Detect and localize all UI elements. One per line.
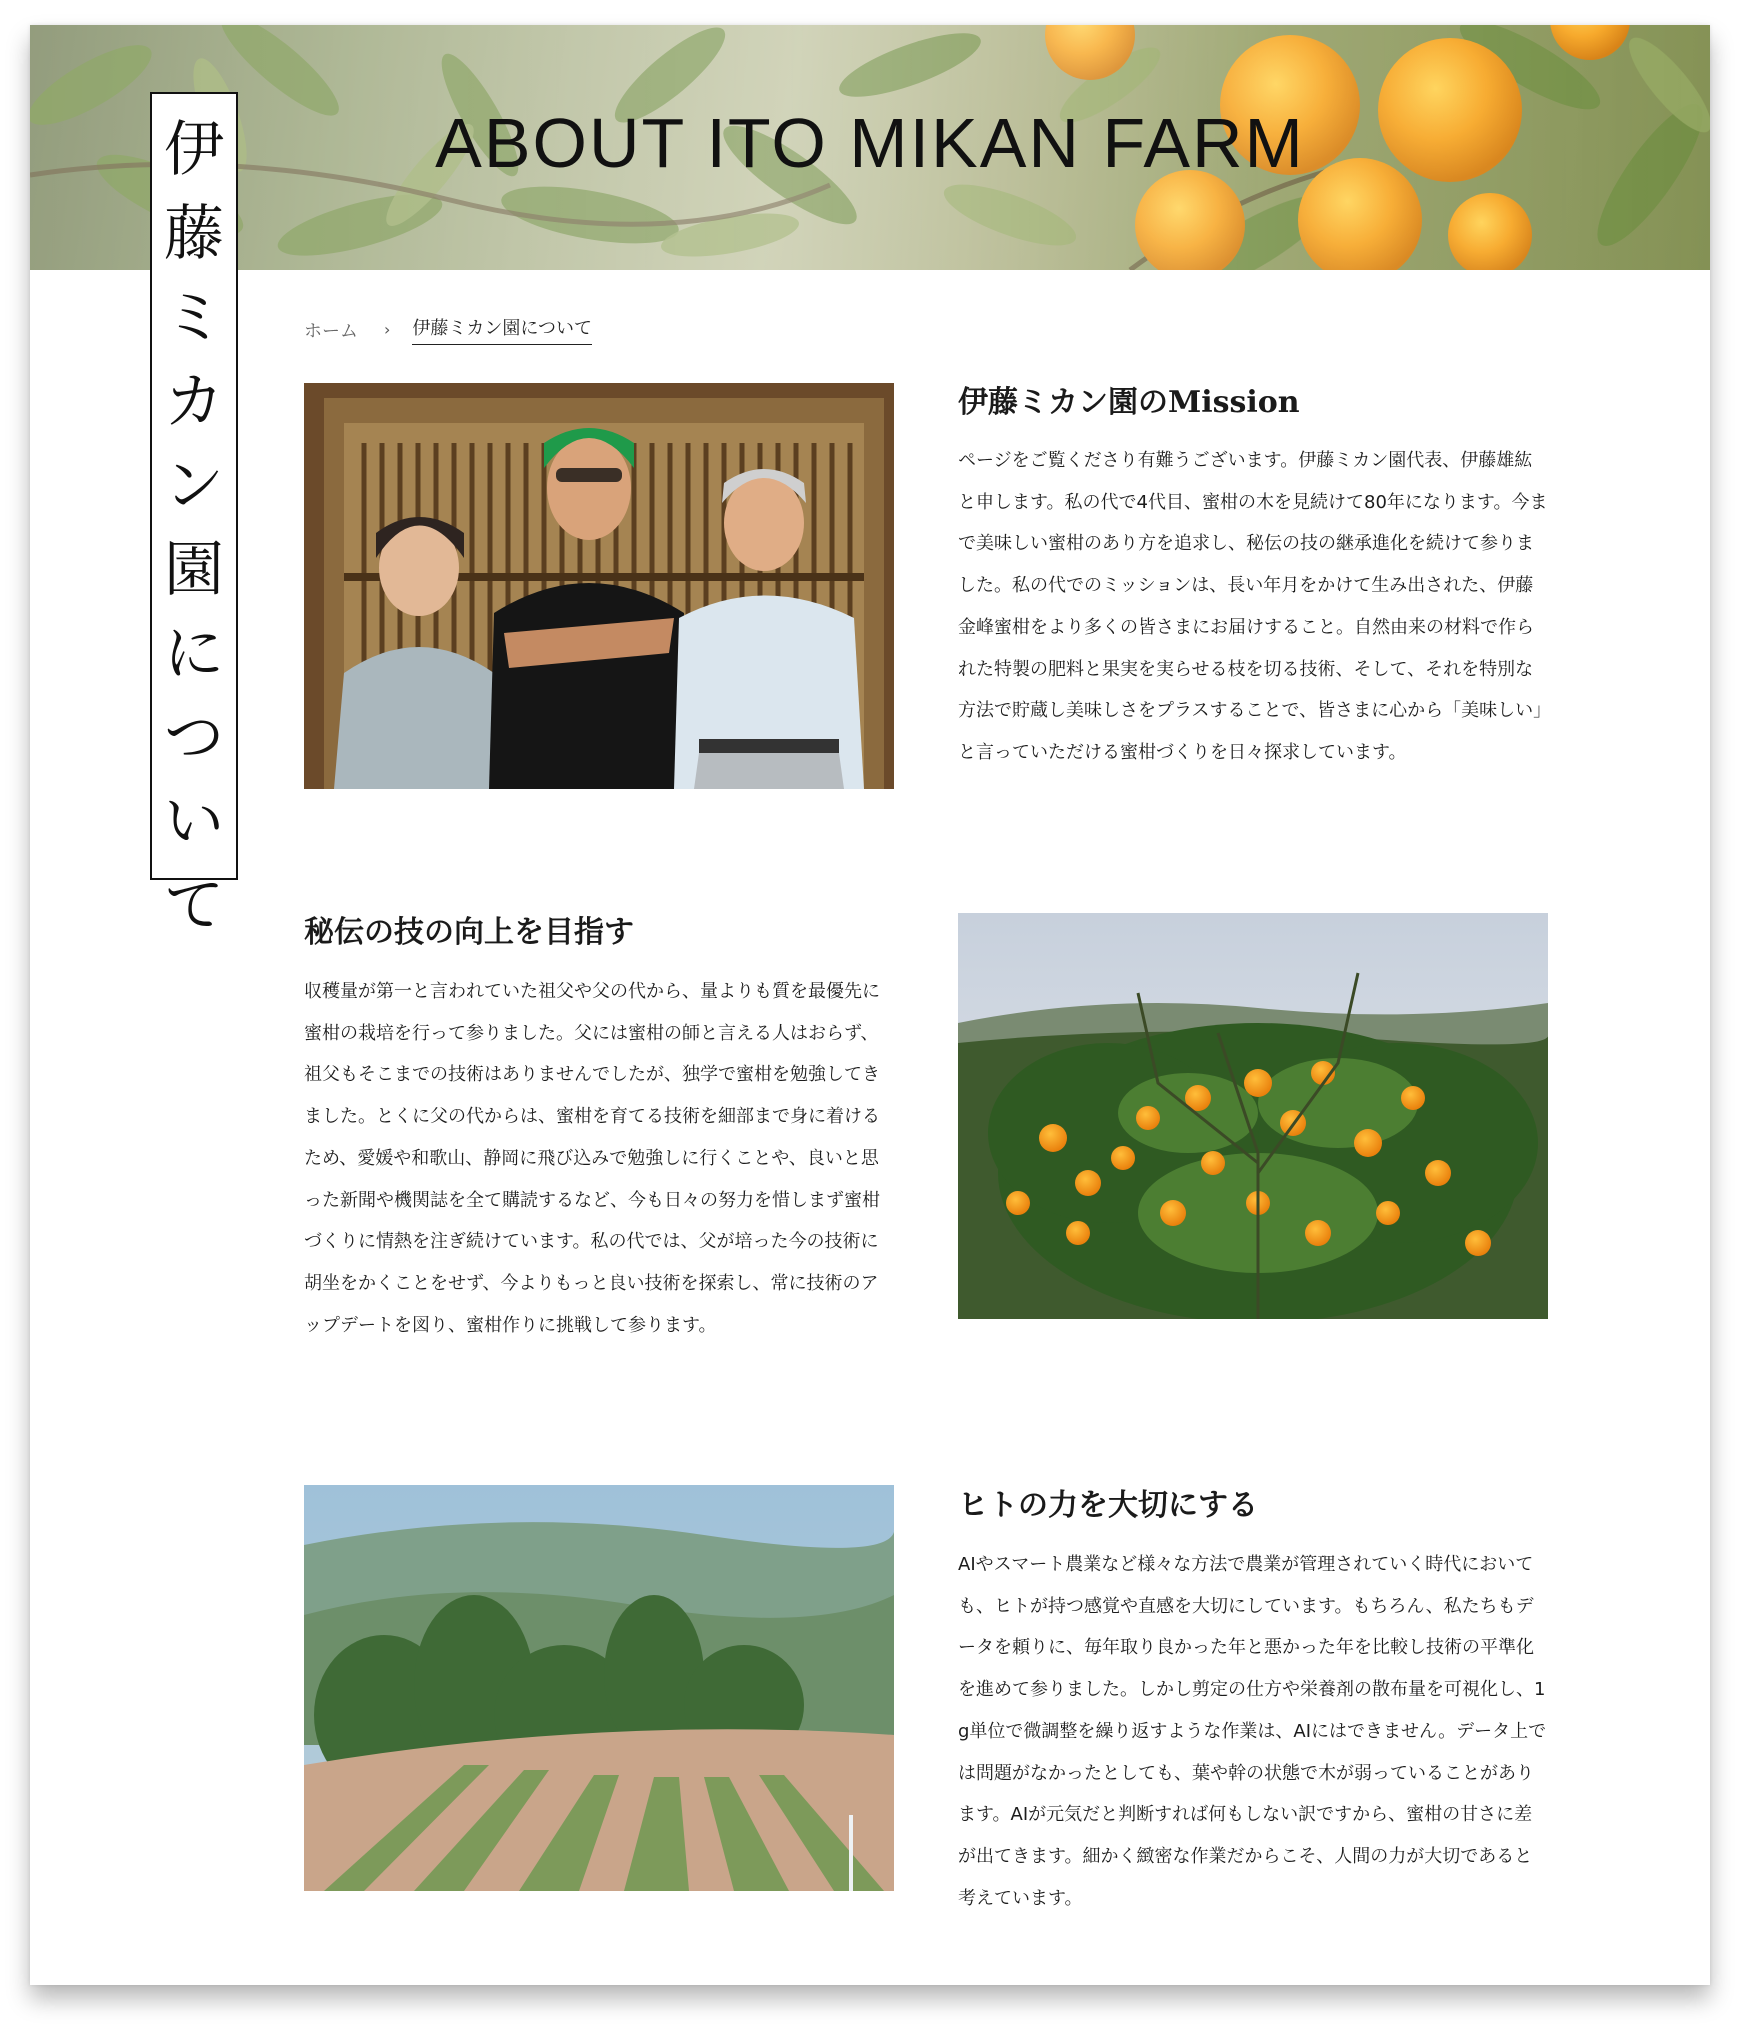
section-title: 伊藤ミカン園のMission	[958, 385, 1300, 420]
vertical-title-char: 園	[164, 535, 224, 605]
chevron-right-icon: ›	[384, 320, 391, 339]
page-card	[30, 25, 1710, 1985]
section-body: AIやスマート農業など様々な方法で農業が管理されていく時代においても、ヒトが持つ感覚や直感を大切にしています。もちろん、私たちもデータを頼りに、毎年取り良かった年と悪かった年を比較し技術の平準化を進めて参りました。しかし剪定の仕方や栄養剤の散布量を可視化し、1g単位で微調整を繰り返すような作業は、AIにはできません。データ上では問題がなかったとしても、葉や幹の状態で木が弱っていることがあります。AIが元気だと判断すれば何もしない訳ですから、蜜柑の甘さに差が出てきます。細かく緻密な作業だからこそ、人間の力が大切であると考えています。	[958, 1554, 1547, 1909]
vertical-title-char: 伊	[164, 115, 224, 185]
section-body: 収穫量が第一と言われていた祖父や父の代から、量よりも質を最優先に蜜柑の栽培を行って参りました。父には蜜柑の師と言える人はおらず、祖父もそこまでの技術はありませんでしたが、独学で蜜柑を勉強してきました。とくに父の代からは、蜜柑を育てる技術を細部まで身に着けるため、愛媛や和歌山、静岡に飛び込みで勉強しに行くことや、良いと思った新聞や機関誌を全て購読するなど、今も日々の努力を惜しまず蜜柑づくりに情熱を注ぎ続けています。私の代では、父が培った今の技術に胡坐をかくことをせず、今よりもっと良い技術を探索し、常に技術のアップデートを図り、蜜柑作りに挑戦して参ります。	[304, 981, 880, 1336]
vertical-title-char: い	[164, 787, 224, 857]
breadcrumb	[304, 314, 592, 345]
orange-tree-photo	[958, 913, 1548, 1319]
hero-banner	[30, 25, 1710, 270]
vertical-title-char: 藤	[164, 199, 224, 269]
vertical-title-char: に	[164, 619, 224, 689]
breadcrumb-current: 伊藤ミカン園について	[412, 314, 592, 345]
vertical-title-char: ン	[164, 451, 224, 521]
vertical-title-char: つ	[164, 703, 224, 773]
vertical-title-char: て	[164, 871, 224, 941]
section-body: ページをご覧くださり有難うございます。伊藤ミカン園代表、伊藤雄紘と申します。私の代で4代目、蜜柑の木を見続けて80年になります。今まで美味しい蜜柑のあり方を追求し、秘伝の技の継承進化を続けて参りました。私の代でのミッションは、長い年月をかけて生み出された、伊藤金峰蜜柑をより多くの皆さまにお届けすること。自然由来の材料で作られた特製の肥料と果実を実らせる枝を切る技術、そして、それを特別な方法で貯蔵し美味しさをプラスすることで、皆さまに心から「美味しい」と言っていただける蜜柑づくりを日々探求しています。	[958, 450, 1548, 763]
vertical-title-char: カ	[164, 367, 224, 437]
vertical-title	[150, 92, 238, 941]
page-title: ABOUT ITO MIKAN FARM	[435, 104, 1305, 182]
section-title: 秘伝の技の向上を目指す	[304, 915, 634, 950]
section-title: ヒトの力を大切にする	[958, 1488, 1258, 1523]
vertical-title-char: ミ	[164, 283, 224, 353]
family-photo	[304, 383, 894, 789]
breadcrumb-home-link[interactable]: ホーム	[304, 320, 358, 342]
orchard-hillside-photo	[304, 1485, 894, 1891]
